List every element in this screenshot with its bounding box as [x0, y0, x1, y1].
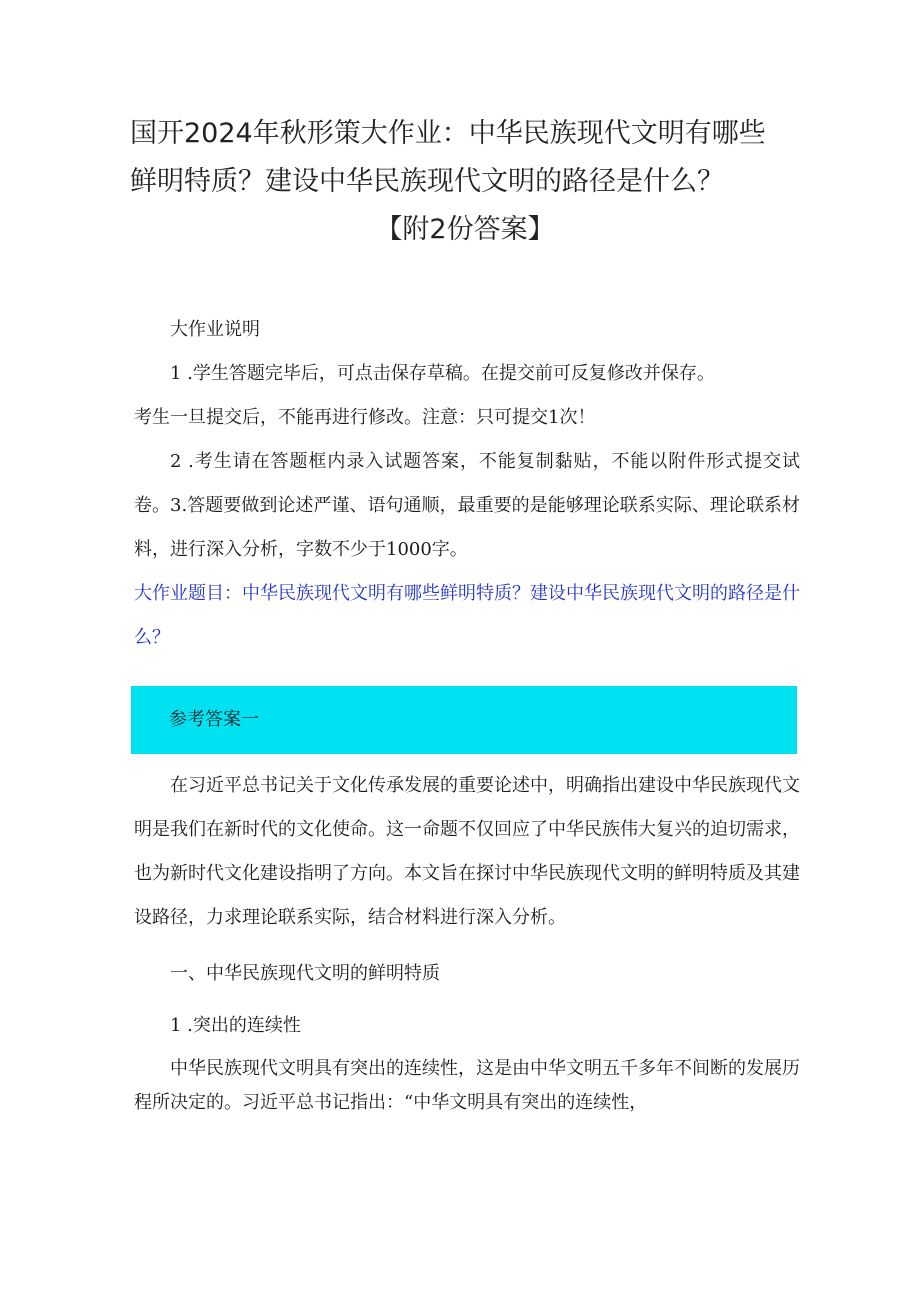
title-line-1: 国开2024年秋形策大作业：中华民族现代文明有哪些	[130, 118, 766, 149]
answer-label: 参考答案一	[169, 709, 259, 730]
document-title	[130, 110, 810, 254]
subsection-1-paragraph: 中华民族现代文明具有突出的连续性，这是由中华文明五千多年不间断的发展历程所决定的。习近平总书记指出：“中华文明具有突出的连续性，	[134, 1058, 800, 1113]
instructions-block	[134, 308, 800, 660]
title-line-2: 鲜明特质？建设中华民族现代文明的路径是什么？	[130, 166, 724, 197]
instructions-heading: 大作业说明	[170, 319, 260, 340]
instruction-1-line-2: 考生一旦提交后，不能再进行修改。注意：只可提交1次！	[134, 407, 596, 428]
title-line-3: 【附2份答案】	[375, 214, 555, 245]
subsection-1-heading: 1 .突出的连续性	[170, 1015, 301, 1036]
instruction-1-line-1: 1 .学生答题完毕后，可点击保存草稿。在提交前可反复修改并保存。	[170, 363, 715, 384]
answer-block	[134, 764, 800, 1120]
assignment-question: 大作业题目：中华民族现代文明有哪些鲜明特质？建设中华民族现代文明的路径是什么？	[134, 583, 800, 648]
instruction-2: 2 .考生请在答题框内录入试题答案，不能复制黏贴，不能以附件形式提交试卷。3.答题要做到论述严谨、语句通顺，最重要的是能够理论联系实际、理论联系材料，进行深入分析，字数不少于1000字。	[134, 451, 800, 560]
answer-paragraph-1: 在习近平总书记关于文化传承发展的重要论述中，明确指出建设中华民族现代文明是我们在新时代的文化使命。这一命题不仅回应了中华民族伟大复兴的迫切需求，也为新时代文化建设指明了方向。本文旨在探讨中华民族现代文明的鲜明特质及其建设路径，力求理论联系实际，结合材料进行深入分析。	[134, 775, 800, 928]
section-1-heading: 一、中华民族现代文明的鲜明特质	[170, 963, 440, 984]
answer-label-bar	[131, 686, 797, 754]
